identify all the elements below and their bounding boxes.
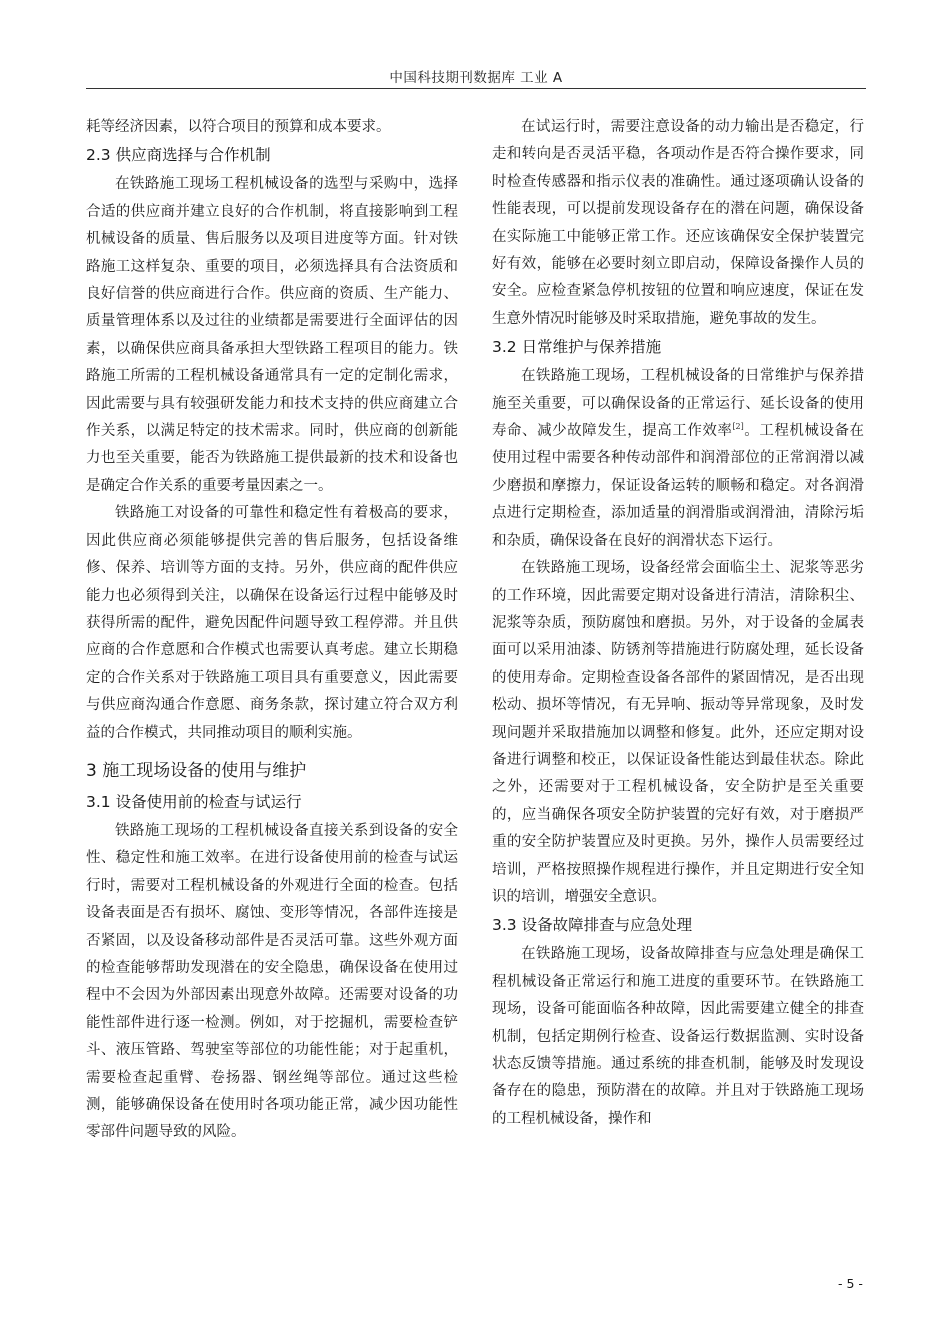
page-number: - 5 - <box>838 1276 863 1291</box>
paragraph: 铁路施工对设备的可靠性和稳定性有着极高的要求，因此供应商必须能够提供完善的售后服务，包括设备维修、保养、培训等方面的支持。另外，供应商的配件供应能力也必须得到关注，以确保在设备运行过程中能够及时获得所需的配件，避免因配件问题导致工程停滞。并且供应商的合作意愿和合作模式也需要认真考虑。建立长期稳定的合作关系对于铁路施工项目具有重要意义，因此需要与供应商沟通合作意愿、商务条款，探讨建立符合双方利益的合作模式，共同推动项目的顺利实施。 <box>86 505 458 741</box>
section-heading-3-2: 3.2 日常维护与保养措施 <box>492 338 662 357</box>
right-column <box>492 114 864 1133</box>
section-heading-3: 3 施工现场设备的使用与维护 <box>86 760 307 781</box>
paragraph: 在铁路施工现场，设备经常会面临尘土、泥浆等恶劣的工作环境，因此需要定期对设备进行清洁，清除积尘、泥浆等杂质，预防腐蚀和磨损。另外，对于设备的金属表面可以采用油漆、防锈剂等措施进行防腐处理，延长设备的使用寿命。定期检查设备各部件的紧固情况，是否出现松动、损坏等情况，有无异响、振动等异常现象，及时发现问题并采取措施加以调整和修复。此外，还应定期对设备进行调整和校正，以保证设备性能达到最佳状态。除此之外，还需要对于工程机械设备，安全防护是至关重要的，应当确保各项安全防护装置的完好有效，对于磨损严重的安全防护装置应及时更换。另外，操作人员需要经过培训，严格按照操作规程进行操作，并且定期进行安全知识的培训，增强安全意识。 <box>492 560 864 905</box>
paragraph-text: 在铁路施工现场，工程机械设备的日常维护与保养措施至关重要，可以确保设备的正常运行、延长设备的使用寿命、减少故障发生，提高工作效率 <box>492 368 864 440</box>
section-heading-3-3: 3.3 设备故障排查与应急处理 <box>492 916 693 935</box>
paragraph: 在铁路施工现场工程机械设备的选型与采购中，选择合适的供应商并建立良好的合作机制，将直接影响到工程机械设备的质量、售后服务以及项目进度等方面。针对铁路施工这样复杂、重要的项目，必须选择具有合法资质和良好信誉的供应商进行合作。供应商的资质、生产能力、质量管理体系以及过往的业绩都是需要进行全面评估的因素，以确保供应商具备承担大型铁路工程项目的能力。铁路施工所需的工程机械设备通常具有一定的定制化需求，因此需要与具有较强研发能力和技术支持的供应商建立合作关系，以满足特定的技术需求。同时，供应商的创新能力也至关重要，能否为铁路施工提供最新的技术和设备也是确定合作关系的重要考量因素之一。 <box>86 176 458 494</box>
paragraph: 铁路施工现场的工程机械设备直接关系到设备的安全性、稳定性和施工效率。在进行设备使用前的检查与试运行时，需要对工程机械设备的外观进行全面的检查。包括设备表面是否有损坏、腐蚀、变形等情况，各部件连接是否紧固，以及设备移动部件是否灵活可靠。这些外观方面的检查能够帮助发现潜在的安全隐患，确保设备在使用过程中不会因为外部因素出现意外故障。还需要对设备的功能性部件进行逐一检测。例如，对于挖掘机，需要检查铲斗、液压管路、驾驶室等部位的功能性能；对于起重机，需要检查起重臂、卷扬器、钢丝绳等部位。通过这些检测，能够确保设备在使用时各项功能正常，减少因功能性零部件问题导致的风险。 <box>86 822 458 1141</box>
section-heading-3-1: 3.1 设备使用前的检查与试运行 <box>86 792 302 811</box>
paragraph: 在试运行时，需要注意设备的动力输出是否稳定，行走和转向是否灵活平稳，各项动作是否符合操作要求，同时检查传感器和指示仪表的准确性。通过逐项确认设备的性能表现，可以提前发现设备存在的潜在问题，确保设备在实际施工中能够正常工作。还应该确保安全保护装置完好有效，能够在必要时刻立即启动，保障设备操作人员的安全。应检查紧急停机按钮的位置和响应速度，保证在发生意外情况时能够及时采取措施，避免事故的发生。 <box>492 119 864 327</box>
citation-marker: [2] <box>732 422 744 432</box>
running-header: 中国科技期刊数据库 工业 A <box>389 70 563 86</box>
paragraph-text: 。工程机械设备在使用过程中需要各种传动部件和润滑部位的正常润滑以减少磨损和摩擦力，保证设备运转的顺畅和稳定。对各润滑点进行定期检查，添加适量的润滑脂或润滑油，清除污垢和杂质，确保设备在良好的润滑状态下运行。 <box>492 423 864 549</box>
left-column <box>86 114 458 1147</box>
paragraph <box>492 363 864 555</box>
section-heading-2-3: 2.3 供应商选择与合作机制 <box>86 146 271 165</box>
paragraph: 耗等经济因素，以符合项目的预算和成本要求。 <box>86 119 391 135</box>
paragraph: 在铁路施工现场，设备故障排查与应急处理是确保工程机械设备正常运行和施工进度的重要环节。在铁路施工现场，设备可能面临各种故障，因此需要建立健全的排查机制，包括定期例行检查、设备运行数据监测、实时设备状态反馈等措施。通过系统的排查机制，能够及时发现设备存在的隐患，预防潜在的故障。并且对于铁路施工现场的工程机械设备，操作和 <box>492 946 864 1127</box>
header-rule <box>86 88 866 89</box>
